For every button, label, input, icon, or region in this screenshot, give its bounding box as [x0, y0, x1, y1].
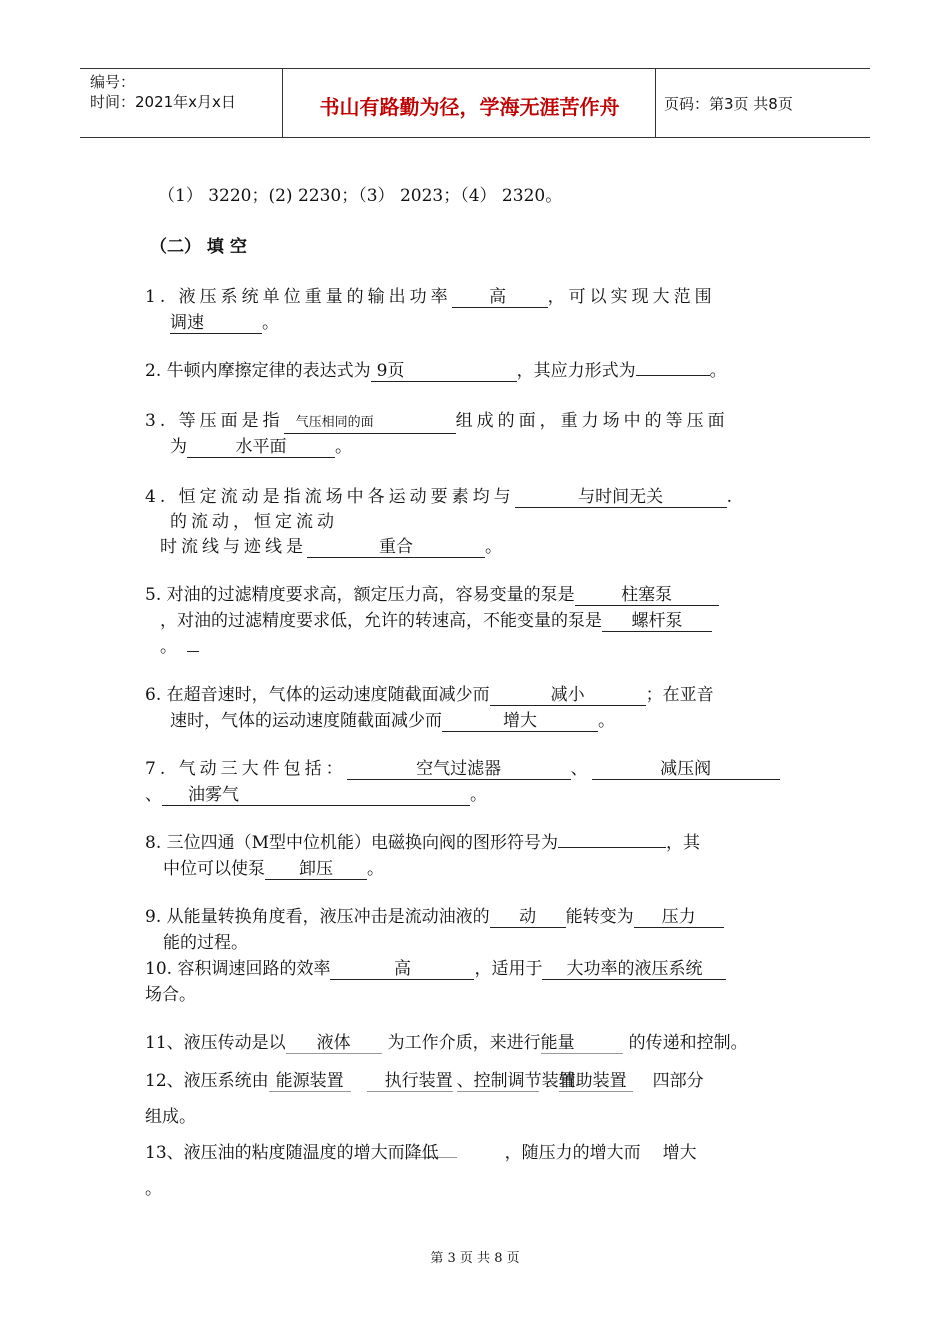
answer-blank: 辅助装置 [559, 1071, 633, 1092]
question-7-cont: 、 油雾气 。 [145, 785, 487, 805]
answer-blank [636, 375, 710, 376]
answer-blank [187, 651, 199, 652]
header-motto: 书山有路勤为径，学海无涯苦作舟 [319, 95, 620, 119]
answer-blank: 能源装置 [269, 1071, 351, 1092]
question-1-cont: 调速 。 [170, 313, 279, 333]
answer-blank: 液体 [286, 1033, 382, 1054]
question-3: 3. 等压面是指 气压相同的面 组成的面，重力场中的等压面 [145, 410, 729, 434]
question-5-cont: ，对油的过滤精度要求低，允许的转速高，不能变量的泵是 螺杆泵 [160, 610, 712, 632]
answer-blank [558, 847, 666, 848]
answer-blank: 动 [490, 907, 566, 928]
answer-blank: 油雾气 [162, 785, 470, 806]
question-12-cont: 组成。 [145, 1107, 196, 1127]
serial-label: 编号： [90, 73, 136, 91]
answer-blank: 水平面 [187, 437, 335, 458]
question-5-cont2: 。 [160, 636, 199, 658]
options-line: （1） 3220；(2) 2230；（3） 2023；（4） 2320。 [158, 186, 563, 206]
answer-blank: 、控制调节装置 [456, 1071, 576, 1091]
answer-blank: 重合 [307, 537, 485, 558]
header-meta [90, 72, 236, 112]
question-7: 7. 气动三大件包括： 空气过滤器 、 减压阀 [145, 758, 780, 780]
answer-blank: 减小 [490, 685, 646, 706]
answer-blank: 与时间无关 [515, 487, 727, 508]
page-header [80, 68, 870, 138]
header-divider [655, 69, 656, 137]
question-9-cont: 能的过程。 [163, 933, 248, 953]
answer-blank: 柱塞泵 [575, 585, 719, 606]
question-4-cont: 的流动，恒定流动 [170, 512, 338, 532]
answer-blank: 增大 [442, 711, 598, 732]
question-11: 11、液压传动是以 液体 为工作介质，来进行能量 的传递和控制。 [145, 1033, 748, 1053]
question-12: 12、液压系统由 能源装置 执行装置 、控制调节装置辅助装置 四部分 [145, 1071, 704, 1091]
answer-blank: 卸压 [265, 859, 367, 880]
answer-blank: 高 [452, 287, 548, 308]
answer-blank: 压力 [634, 907, 724, 928]
question-10: 10. 容积调速回路的效率 高 ，适用于 大功率的液压系统 [145, 958, 726, 980]
answer-blank: 空气过滤器 [347, 759, 571, 780]
question-6-cont: 速时，气体的运动速度随截面减少而 增大 。 [170, 711, 615, 731]
question-8: 8. 三位四通（M型中位机能）电磁换向阀的图形符号为 ，其 [145, 833, 701, 853]
question-8-cont: 中位可以使泵 卸压 。 [163, 859, 384, 879]
answer-blank: 螺杆泵 [602, 611, 712, 632]
question-6: 6. 在超音速时，气体的运动速度随截面减少而 减小 ；在亚音 [145, 685, 714, 705]
answer-blank: 能量 [541, 1033, 623, 1054]
answer-blank: 9页 [371, 361, 517, 382]
question-13: 13、液压油的粘度随温度的增大而降低 ，随压力的增大而 增大 [145, 1143, 697, 1163]
question-5: 5. 对油的过滤精度要求高，额定压力高，容易变量的泵是 柱塞泵 [145, 584, 719, 606]
question-13-cont: 。 [145, 1179, 162, 1199]
page-footer: 第 3 页 共 8 页 [430, 1251, 520, 1266]
question-2: 2. 牛顿内摩擦定律的表达式为 9页 ，其应力形式为 。 [145, 361, 727, 381]
answer-blank: 气压相同的面 [284, 413, 456, 434]
question-1: 1. 液压系统单位重量的输出功率 高 ，可以实现大范围 [145, 287, 716, 307]
question-4: 4. 恒定流动是指流场中各运动要素均与 与时间无关 . [145, 487, 737, 507]
question-10-cont: 场合。 [145, 985, 196, 1005]
time-label: 时间：2021年x月x日 [90, 93, 236, 111]
question-9: 9. 从能量转换角度看，液压冲击是流动油液的 动 能转变为 压力 [145, 906, 724, 928]
answer-blank: 调速 [170, 313, 262, 334]
question-3-cont: 为 水平面 。 [170, 437, 352, 457]
answer-blank: 减压阀 [592, 759, 780, 780]
header-page-info: 页码：第3页 共8页 [664, 95, 793, 113]
question-4-cont2: 时流线与迹线是 重合 。 [160, 537, 506, 557]
answer-blank: 执行装置 [367, 1071, 453, 1092]
answer-blank: 高 [330, 959, 474, 980]
answer-blank: 大功率的液压系统 [542, 959, 726, 980]
section-title: （二） 填 空 [150, 237, 247, 257]
